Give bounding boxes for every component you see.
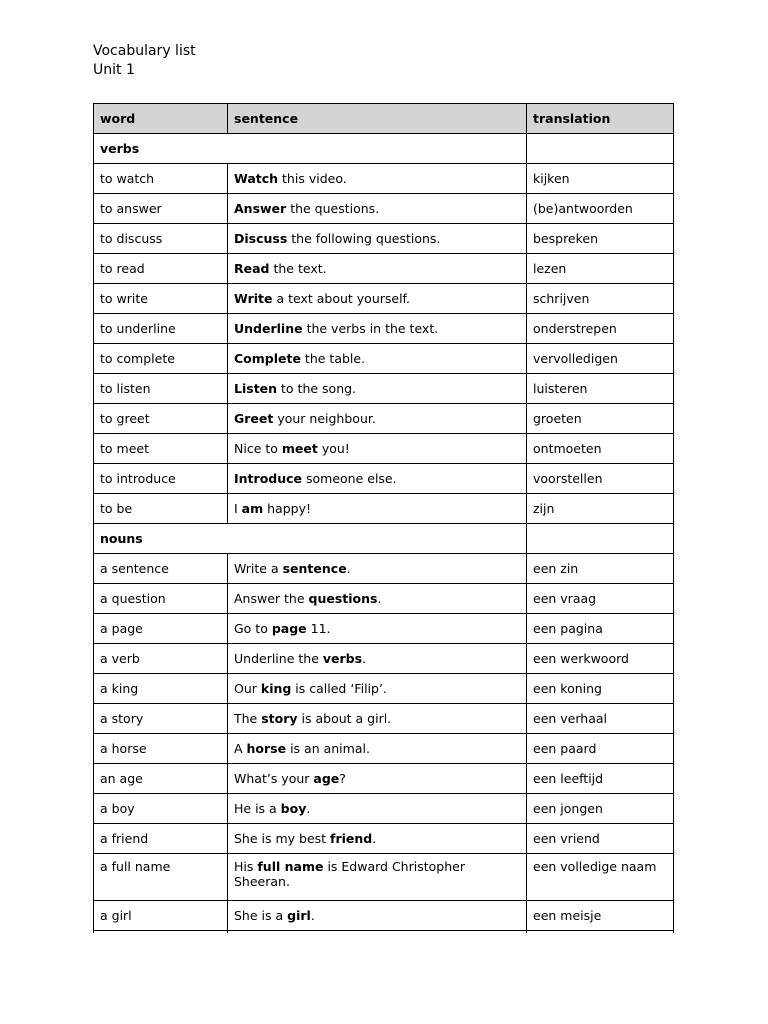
sentence-cell xyxy=(228,901,527,931)
sentence-text: the verbs in the text. xyxy=(302,321,439,336)
translation-cell: een werkwoord xyxy=(527,644,674,674)
word-cell: a page xyxy=(94,614,228,644)
sentence-cell xyxy=(228,644,527,674)
sentence-cell xyxy=(228,284,527,314)
table-row xyxy=(94,614,674,644)
table-row xyxy=(94,824,674,854)
sentence-text: His xyxy=(234,859,258,874)
word-cell: a story xyxy=(94,704,228,734)
translation-cell: onderstrepen xyxy=(527,314,674,344)
table-row xyxy=(94,794,674,824)
sentence-cell xyxy=(228,764,527,794)
sentence-keyword: age xyxy=(313,771,340,786)
column-header-word: word xyxy=(94,104,228,134)
table-row xyxy=(94,344,674,374)
translation-cell: een koning xyxy=(527,674,674,704)
translation-cell: lezen xyxy=(527,254,674,284)
section-empty-cell xyxy=(527,524,674,554)
section-label: verbs xyxy=(94,134,527,164)
word-cell: a friend xyxy=(94,824,228,854)
section-empty-cell xyxy=(527,134,674,164)
table-row xyxy=(94,734,674,764)
sentence-cell xyxy=(228,374,527,404)
translation-cell: een pagina xyxy=(527,614,674,644)
word-cell: to write xyxy=(94,284,228,314)
sentence-cell xyxy=(228,794,527,824)
sentence-text: happy! xyxy=(263,501,311,516)
sentence-text: She is a xyxy=(234,908,288,923)
table-row xyxy=(94,224,674,254)
continued-cell xyxy=(94,931,228,934)
translation-cell: een meisje xyxy=(527,901,674,931)
sentence-keyword: Read xyxy=(234,261,270,276)
sentence-cell xyxy=(228,164,527,194)
translation-cell: voorstellen xyxy=(527,464,674,494)
continued-cell xyxy=(527,931,674,934)
table-header-row xyxy=(94,104,674,134)
sentence-keyword: Discuss xyxy=(234,231,288,246)
translation-cell: groeten xyxy=(527,404,674,434)
sentence-cell xyxy=(228,314,527,344)
sentence-keyword: Complete xyxy=(234,351,301,366)
document-header xyxy=(93,42,196,80)
sentence-text: is about a girl. xyxy=(297,711,392,726)
word-cell: a question xyxy=(94,584,228,614)
section-row xyxy=(94,524,674,554)
table-row xyxy=(94,404,674,434)
sentence-text: this video. xyxy=(278,171,347,186)
column-header-sentence: sentence xyxy=(228,104,527,134)
table-row xyxy=(94,284,674,314)
sentence-text: Nice to xyxy=(234,441,282,456)
table-row xyxy=(94,464,674,494)
sentence-text: I xyxy=(234,501,242,516)
sentence-cell xyxy=(228,824,527,854)
sentence-keyword: Underline xyxy=(234,321,303,336)
sentence-text: ? xyxy=(339,771,346,786)
sentence-cell xyxy=(228,554,527,584)
document-title: Vocabulary list xyxy=(93,43,196,59)
sentence-text: 11. xyxy=(306,621,331,636)
word-cell: a sentence xyxy=(94,554,228,584)
word-cell: a girl xyxy=(94,901,228,931)
sentence-keyword: story xyxy=(261,711,298,726)
table-row xyxy=(94,644,674,674)
word-cell: a boy xyxy=(94,794,228,824)
sentence-text: the questions. xyxy=(286,201,380,216)
sentence-keyword: Watch xyxy=(234,171,279,186)
sentence-keyword: sentence xyxy=(282,561,347,576)
sentence-text: . xyxy=(377,591,382,606)
sentence-cell xyxy=(228,674,527,704)
sentence-text: Answer the xyxy=(234,591,309,606)
table-row xyxy=(94,194,674,224)
sentence-cell xyxy=(228,854,527,901)
sentence-text: you! xyxy=(317,441,350,456)
table-row xyxy=(94,704,674,734)
sentence-text: the text. xyxy=(269,261,327,276)
table-row xyxy=(94,854,674,901)
table-row xyxy=(94,674,674,704)
sentence-text: . xyxy=(306,801,311,816)
continued-cell xyxy=(228,931,527,934)
sentence-keyword: girl xyxy=(287,908,311,923)
sentence-keyword: friend xyxy=(330,831,373,846)
translation-cell: bespreken xyxy=(527,224,674,254)
sentence-cell xyxy=(228,734,527,764)
sentence-keyword: verbs xyxy=(322,651,363,666)
word-cell: to watch xyxy=(94,164,228,194)
word-cell: a horse xyxy=(94,734,228,764)
translation-cell: schrijven xyxy=(527,284,674,314)
translation-cell: een paard xyxy=(527,734,674,764)
translation-cell: een verhaal xyxy=(527,704,674,734)
sentence-text: a text about yourself. xyxy=(272,291,411,306)
table-row xyxy=(94,314,674,344)
translation-cell: luisteren xyxy=(527,374,674,404)
sentence-cell xyxy=(228,434,527,464)
sentence-keyword: Answer xyxy=(234,201,287,216)
document-subtitle: Unit 1 xyxy=(93,62,135,78)
sentence-text: Our xyxy=(234,681,261,696)
sentence-text: She is my best xyxy=(234,831,331,846)
table-row xyxy=(94,764,674,794)
sentence-text: The xyxy=(234,711,262,726)
word-cell: to introduce xyxy=(94,464,228,494)
sentence-text: is an animal. xyxy=(286,741,370,756)
vocabulary-table xyxy=(93,103,674,933)
word-cell: to greet xyxy=(94,404,228,434)
word-cell: to listen xyxy=(94,374,228,404)
sentence-cell xyxy=(228,494,527,524)
sentence-cell xyxy=(228,404,527,434)
translation-cell: kijken xyxy=(527,164,674,194)
table-row xyxy=(94,254,674,284)
vocabulary-table-body xyxy=(94,104,674,934)
word-cell: a full name xyxy=(94,854,228,901)
sentence-cell xyxy=(228,614,527,644)
translation-cell: (be)antwoorden xyxy=(527,194,674,224)
table-row xyxy=(94,584,674,614)
word-cell: to be xyxy=(94,494,228,524)
word-cell: to meet xyxy=(94,434,228,464)
sentence-keyword: page xyxy=(271,621,307,636)
sentence-text: A xyxy=(234,741,247,756)
sentence-keyword: Listen xyxy=(234,381,278,396)
translation-cell: een leeftijd xyxy=(527,764,674,794)
column-header-translation: translation xyxy=(527,104,674,134)
word-cell: a king xyxy=(94,674,228,704)
section-row xyxy=(94,134,674,164)
translation-cell: een vraag xyxy=(527,584,674,614)
sentence-keyword: boy xyxy=(280,801,307,816)
sentence-text: is Edward Christopher Sheeran. xyxy=(234,859,465,889)
sentence-cell xyxy=(228,584,527,614)
word-cell: to answer xyxy=(94,194,228,224)
sentence-text: . xyxy=(372,831,377,846)
sentence-text: someone else. xyxy=(302,471,397,486)
translation-cell: een zin xyxy=(527,554,674,584)
translation-cell: een vriend xyxy=(527,824,674,854)
sentence-text: . xyxy=(346,561,351,576)
table-row xyxy=(94,901,674,931)
sentence-keyword: meet xyxy=(281,441,318,456)
table-row xyxy=(94,554,674,584)
word-cell: to discuss xyxy=(94,224,228,254)
table-row xyxy=(94,164,674,194)
translation-cell: zijn xyxy=(527,494,674,524)
sentence-keyword: horse xyxy=(246,741,287,756)
sentence-text: He is a xyxy=(234,801,281,816)
sentence-cell xyxy=(228,194,527,224)
table-row xyxy=(94,434,674,464)
continued-row-edge xyxy=(94,931,674,934)
translation-cell: een volledige naam xyxy=(527,854,674,901)
sentence-text: Write a xyxy=(234,561,283,576)
sentence-keyword: am xyxy=(241,501,264,516)
section-label: nouns xyxy=(94,524,527,554)
word-cell: a verb xyxy=(94,644,228,674)
translation-cell: ontmoeten xyxy=(527,434,674,464)
sentence-cell xyxy=(228,254,527,284)
table-row xyxy=(94,494,674,524)
sentence-cell xyxy=(228,224,527,254)
sentence-keyword: king xyxy=(260,681,292,696)
translation-cell: een jongen xyxy=(527,794,674,824)
sentence-keyword: Introduce xyxy=(234,471,303,486)
sentence-text: . xyxy=(310,908,315,923)
sentence-text: Go to xyxy=(234,621,272,636)
sentence-cell xyxy=(228,344,527,374)
sentence-text: the table. xyxy=(300,351,366,366)
translation-cell: vervolledigen xyxy=(527,344,674,374)
word-cell: to read xyxy=(94,254,228,284)
sentence-text: is called ‘Filip’. xyxy=(291,681,387,696)
word-cell: an age xyxy=(94,764,228,794)
word-cell: to complete xyxy=(94,344,228,374)
sentence-text: Underline the xyxy=(234,651,323,666)
sentence-text: What’s your xyxy=(234,771,314,786)
sentence-cell xyxy=(228,704,527,734)
sentence-text: to the song. xyxy=(277,381,357,396)
sentence-text: your neighbour. xyxy=(273,411,376,426)
sentence-text: the following questions. xyxy=(287,231,441,246)
table-row xyxy=(94,374,674,404)
sentence-keyword: full name xyxy=(257,859,324,874)
sentence-keyword: Write xyxy=(234,291,273,306)
sentence-text: . xyxy=(362,651,367,666)
word-cell: to underline xyxy=(94,314,228,344)
sentence-keyword: questions xyxy=(308,591,378,606)
sentence-cell xyxy=(228,464,527,494)
sentence-keyword: Greet xyxy=(234,411,274,426)
